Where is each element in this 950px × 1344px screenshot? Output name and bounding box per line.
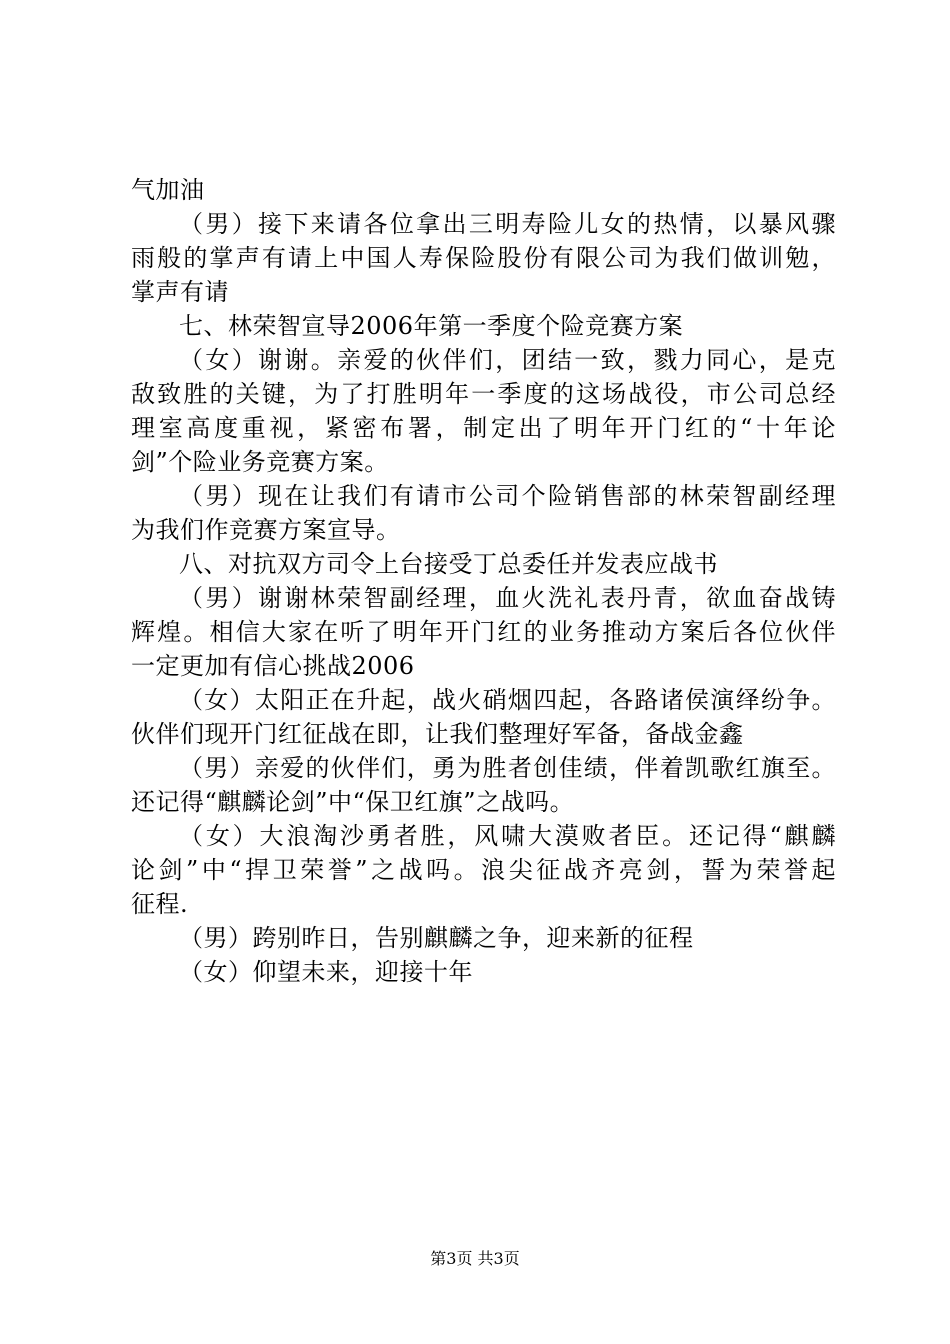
text-line: （男）现在让我们有请市公司个险销售部的林荣智副经理: [179, 482, 836, 510]
page-number-footer: 第3页 共3页: [430, 1249, 520, 1268]
section-heading: 七、林荣智宣导2006年第一季度个险竞赛方案: [179, 312, 684, 340]
text-line: 征程.: [131, 890, 189, 918]
text-line: （女）大浪淘沙勇者胜，风啸大漠败者臣。还记得“麒麟: [179, 822, 836, 850]
text-line: 掌声有请: [131, 278, 229, 306]
text-line: （女）太阳正在升起，战火硝烟四起，各路诸侯演绎纷争。: [179, 686, 836, 714]
text-line: 剑”个险业务竞赛方案。: [131, 448, 389, 476]
text-line: 为我们作竞赛方案宣导。: [131, 516, 401, 544]
text-line: 辉煌。相信大家在听了明年开门红的业务推动方案后各位伙伴: [131, 618, 836, 646]
text-line: 理室高度重视，紧密布署，制定出了明年开门红的“十年论: [131, 414, 836, 442]
text-line: 敌致胜的关键，为了打胜明年一季度的这场战役，市公司总经: [131, 380, 836, 408]
text-line: （男）亲爱的伙伴们，勇为胜者创佳绩，伴着凯歌红旗至。: [179, 754, 836, 782]
section-heading: 八、对抗双方司令上台接受丁总委任并发表应战书: [179, 550, 718, 578]
text-line: 气加油: [131, 176, 205, 204]
text-line: （男）谢谢林荣智副经理，血火洗礼表丹青，欲血奋战铸: [179, 584, 836, 612]
text-line: （男）接下来请各位拿出三明寿险儿女的热情，以暴风骤: [179, 210, 836, 238]
text-line: （女）谢谢。亲爱的伙伴们，团结一致，戮力同心，是克: [179, 346, 836, 374]
text-line: 还记得“麒麟论剑”中“保卫红旗”之战吗。: [131, 788, 575, 816]
text-line: （女）仰望未来，迎接十年: [179, 958, 473, 986]
document-body: [131, 173, 836, 989]
text-line: （男）跨别昨日，告别麒麟之争，迎来新的征程: [179, 924, 694, 952]
text-line: 一定更加有信心挑战2006: [131, 652, 415, 680]
text-line: 伙伴们现开门红征战在即，让我们整理好军备，备战金鑫: [131, 720, 744, 748]
text-line: 论剑”中“捍卫荣誉”之战吗。浪尖征战齐亮剑，誓为荣誉起: [131, 856, 836, 884]
text-line: 雨般的掌声有请上中国人寿保险股份有限公司为我们做训勉，: [131, 244, 836, 272]
